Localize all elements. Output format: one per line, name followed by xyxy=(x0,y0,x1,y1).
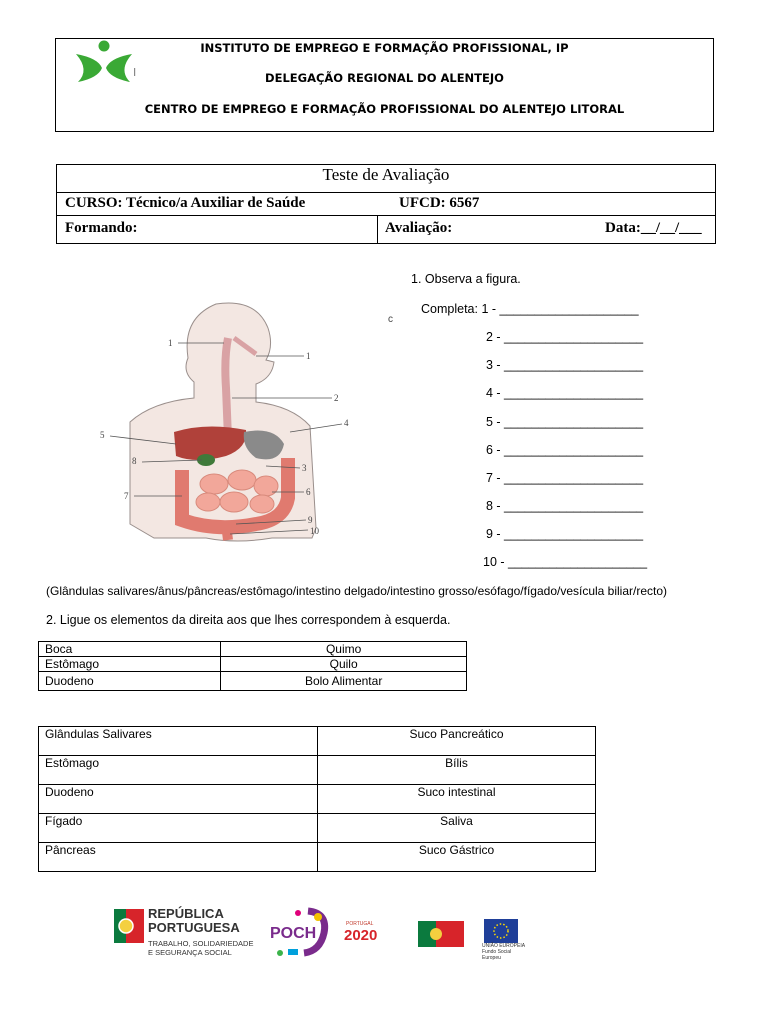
republica-portuguesa-logo xyxy=(148,907,240,935)
answer-line-5[interactable]: 5 - ____________________ xyxy=(486,415,644,429)
trainee-field[interactable]: Formando: xyxy=(65,220,138,236)
table-cell[interactable]: Duodeno xyxy=(39,672,221,691)
fig-label: 9 xyxy=(308,515,313,525)
table-cell[interactable]: Fígado xyxy=(39,814,318,843)
fig-label: 4 xyxy=(344,418,349,428)
digestive-system-figure xyxy=(96,298,356,543)
fig-label: 7 xyxy=(124,491,129,501)
eu-text xyxy=(482,943,530,961)
iefp-logo xyxy=(68,38,138,86)
table-row xyxy=(39,727,596,756)
table-cell[interactable]: Estômago xyxy=(39,756,318,785)
ministry-line-1: TRABALHO, SOLIDARIEDADE xyxy=(148,939,254,948)
table-cell[interactable]: Estômago xyxy=(39,657,221,672)
answer-line-8[interactable]: 8 - ____________________ xyxy=(486,499,644,513)
table-cell[interactable]: Suco Pancreático xyxy=(318,727,596,756)
portugal-text: PORTUGAL xyxy=(346,921,374,927)
table-row xyxy=(39,814,596,843)
fig-label: 6 xyxy=(306,487,311,497)
test-info-box xyxy=(56,164,716,244)
table-row xyxy=(39,672,467,691)
answer-line-7[interactable]: 7 - ____________________ xyxy=(486,471,644,485)
answer-line-1[interactable] xyxy=(421,302,639,316)
table-cell[interactable]: Duodeno xyxy=(39,785,318,814)
poch-text: POCH xyxy=(270,925,317,942)
institute-name: INSTITUTO DE EMPREGO E FORMAÇÃO PROFISSIONAL, IP xyxy=(200,41,569,55)
test-title: Teste de Avaliação xyxy=(57,165,715,193)
table-row xyxy=(39,843,596,872)
question-1-prompt: 1. Observa a figura. xyxy=(411,272,521,286)
answer-line-6[interactable]: 6 - ____________________ xyxy=(486,443,644,457)
answer-line-2[interactable]: 2 - ____________________ xyxy=(486,330,644,344)
ufcd-label: UFCD: 6567 xyxy=(399,195,480,211)
eu-label: UNIÃO EUROPEIA xyxy=(482,943,526,949)
fig-label: 5 xyxy=(100,430,105,440)
answer-line-label: 1 - ____________________ xyxy=(481,302,639,316)
portuguese-republic-emblem xyxy=(114,909,144,943)
regional-delegation: DELEGAÇÃO REGIONAL DO ALENTEJO xyxy=(265,71,504,85)
table-cell[interactable]: Glândulas Salivares xyxy=(39,727,318,756)
course-label: CURSO: Técnico/a Auxiliar de Saúde xyxy=(65,195,306,211)
completa-label: Completa: xyxy=(421,302,478,316)
grade-field[interactable]: Avaliação: xyxy=(385,220,453,236)
republica-text: REPÚBLICA xyxy=(148,906,224,921)
fig-label: 1 xyxy=(168,338,173,348)
training-center: CENTRO DE EMPREGO E FORMAÇÃO PROFISSIONAL DO ALENTEJO LITORAL xyxy=(144,102,625,116)
fig-label: 8 xyxy=(132,456,137,466)
answer-line-10[interactable]: 10 - ____________________ xyxy=(483,555,648,569)
fig-label: 1 xyxy=(306,351,311,361)
fig-label: 10 xyxy=(310,526,319,536)
question-2-prompt: 2. Ligue os elementos da direita aos que lhes correspondem à esquerda. xyxy=(46,613,451,627)
table-row xyxy=(39,642,467,657)
date-field[interactable]: Data:__/__/___ xyxy=(605,220,702,236)
table-cell[interactable]: Bolo Alimentar xyxy=(221,672,467,691)
answer-line-3[interactable]: 3 - ____________________ xyxy=(486,358,644,372)
fig-label: 3 xyxy=(302,463,307,473)
table-cell[interactable]: Bílis xyxy=(318,756,596,785)
ministry-line-2: E SEGURANÇA SOCIAL xyxy=(148,948,232,957)
table-cell[interactable]: Suco intestinal xyxy=(318,785,596,814)
matching-table-2 xyxy=(38,726,596,872)
eu-sublabel: Fundo Social Europeu xyxy=(482,949,512,961)
table-cell[interactable]: Suco Gástrico xyxy=(318,843,596,872)
organ-options: (Glândulas salivares/ânus/pâncreas/estômago/intestino delgado/intestino grosso/esófago/fígado/vesícula biliar/recto) xyxy=(46,584,668,598)
table-row xyxy=(39,785,596,814)
matching-table-1 xyxy=(38,641,467,691)
answer-line-4[interactable]: 4 - ____________________ xyxy=(486,386,644,400)
portugal-2020-logo: 2020 xyxy=(344,927,378,944)
table-cell[interactable]: Quilo xyxy=(221,657,467,672)
table-cell[interactable]: Saliva xyxy=(318,814,596,843)
answer-line-9[interactable]: 9 - ____________________ xyxy=(486,527,644,541)
stray-mark: c xyxy=(388,314,393,325)
ministry-text xyxy=(148,939,253,957)
table-cell[interactable]: Pâncreas xyxy=(39,843,318,872)
portugal-flag-icon xyxy=(418,921,464,947)
table-row xyxy=(39,657,467,672)
table-row xyxy=(39,756,596,785)
table-cell[interactable]: Quimo xyxy=(221,642,467,657)
table-cell[interactable]: Boca xyxy=(39,642,221,657)
footer-logos xyxy=(110,905,530,965)
eu-flag-icon xyxy=(484,919,518,943)
portuguesa-text: PORTUGUESA xyxy=(148,920,240,935)
fig-label: 2 xyxy=(334,393,339,403)
institution-header xyxy=(55,38,714,132)
